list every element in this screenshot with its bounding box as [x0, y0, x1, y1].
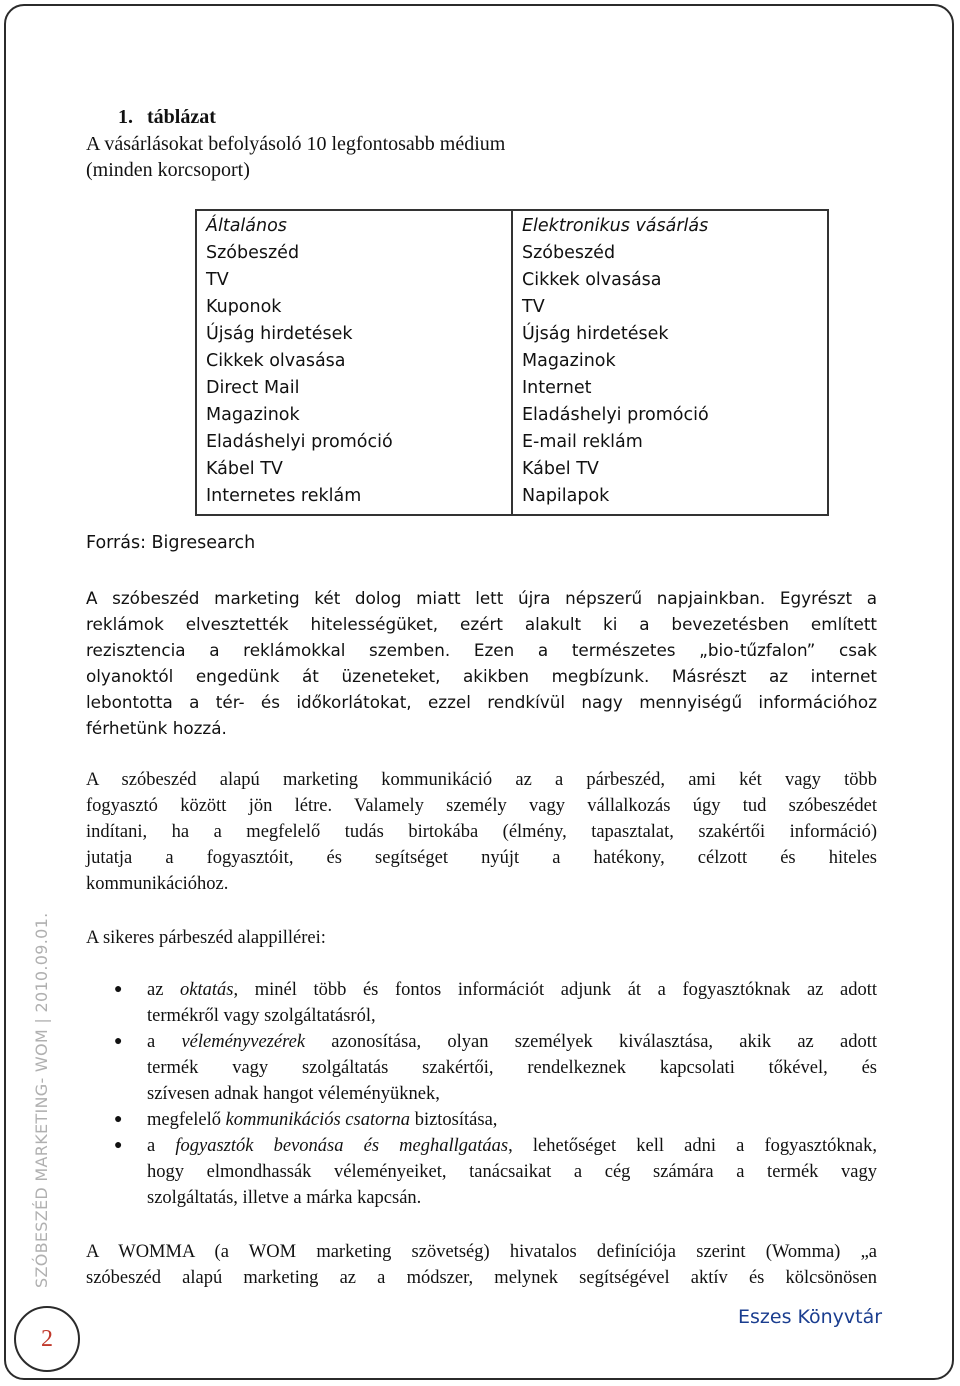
column-header: Általános — [206, 216, 287, 236]
text-line: a véleményvezérek azonosítása, olyan személyek kiválasztása, akik az adott — [147, 1032, 877, 1052]
text-line: reklámok elvesztették hitelességüket, ezért alakult ki a bevezetésben említett — [86, 614, 877, 634]
text-line: A WOMMA (a WOM marketing szövetség) hivatalos definíciója szerint (Womma) „a — [86, 1242, 877, 1262]
text-line: jutatja a fogyasztóit, és segítséget nyújt a hatékony, célzott és hiteles — [86, 848, 877, 868]
list-item — [86, 1029, 877, 1107]
list-item — [86, 1107, 877, 1133]
pillars-intro — [86, 925, 877, 951]
table-cell: Szóbeszéd — [522, 243, 616, 263]
table-caption-sub: (minden korcsoport) — [86, 159, 250, 181]
bullet-icon: ● — [114, 1112, 123, 1127]
column-general — [196, 210, 512, 515]
table-title — [118, 104, 216, 130]
table-cell: Internet — [522, 378, 592, 398]
text-line: indítani, ha a megfelelő tudás birtokába (élmény, tapasztalat, szakértői információ) — [86, 822, 877, 842]
source-note: Forrás: Bigresearch — [86, 533, 256, 553]
paragraph-2 — [86, 767, 877, 897]
table-cell: Kábel TV — [522, 459, 599, 479]
text-line: szolgáltatás, illetve a márka kapcsán. — [147, 1188, 422, 1208]
table-caption: A vásárlásokat befolyásoló 10 legfontosabb médium — [86, 133, 506, 155]
media-table — [195, 209, 829, 516]
sidebar-running-title: SZÓBESZÉD MARKETING- WOM | 2010.09.01. — [32, 912, 51, 1288]
table-cell: Újság hirdetések — [206, 324, 353, 344]
bullet-icon: ● — [114, 1034, 123, 1049]
table-cell: Cikkek olvasása — [206, 351, 346, 371]
footer-library: Eszes Könyvtár — [738, 1306, 883, 1328]
text-line: fogyasztó között jön létre. Valamely személy vagy vállalkozás úgy tud szóbeszédet — [86, 796, 877, 816]
text-line: lebontotta a tér- és időkorlátokat, ezzel rendkívül nagy mennyiségű információhoz — [86, 692, 877, 712]
table-cell: Magazinok — [206, 405, 300, 425]
column-electronic — [512, 210, 828, 515]
text-line: termékről vagy szolgáltatásról, — [147, 1006, 376, 1026]
table-cell: Kábel TV — [206, 459, 283, 479]
bullet-icon: ● — [114, 1138, 123, 1153]
page-number: 2 — [14, 1306, 80, 1372]
list-item — [86, 1133, 877, 1211]
text-line: a fogyasztók bevonása és meghallgatáas, lehetőséget kell adni a fogyasztóknak, — [147, 1136, 877, 1156]
text-line: A szóbeszéd marketing két dolog miatt lett újra népszerű napjainkban. Egyrészt a — [86, 588, 877, 608]
text-line: szívesen adnak hangot véleményüknek, — [147, 1084, 440, 1104]
table-cell: Magazinok — [522, 351, 616, 371]
text-line: rezisztencia a reklámokkal szemben. Ezen a természetes „bio-tűzfalon” csak — [86, 640, 877, 660]
table-row — [196, 210, 828, 515]
column-header: Elektronikus vásárlás — [522, 216, 709, 236]
text-line: kommunikációhoz. — [86, 874, 229, 894]
table-cell: E-mail reklám — [522, 432, 643, 452]
list-item — [86, 977, 877, 1029]
table-cell: Újság hirdetések — [522, 324, 669, 344]
text-line: A szóbeszéd alapú marketing kommunikáció az a párbeszéd, ami két vagy több — [86, 770, 877, 790]
emphasis: fogyasztók bevonása és meghallgatáas — [175, 1136, 509, 1156]
table-cell: Szóbeszéd — [206, 243, 300, 263]
table-cell: Cikkek olvasása — [522, 270, 662, 290]
table-cell: TV — [522, 297, 545, 317]
emphasis: véleményvezérek — [181, 1032, 306, 1052]
emphasis: oktatás — [180, 980, 234, 1000]
paragraph-1 — [86, 585, 877, 741]
text-line: A sikeres párbeszéd alappillérei: — [86, 928, 326, 948]
pillars-list — [86, 977, 877, 1211]
table-cell: Eladáshelyi promóció — [522, 405, 709, 425]
text-line: megfelelő kommunikációs csatorna biztosítása, — [147, 1110, 498, 1130]
table-cell: Internetes reklám — [206, 486, 362, 506]
text-line: olyanoktól engedünk át üzeneteket, akikben megbízunk. Másrészt az internet — [86, 666, 877, 686]
table-cell: Direct Mail — [206, 378, 300, 398]
text-line: termék vagy szolgáltatás szakértői, rendelkeznek kapcsolati tőkével, és — [147, 1058, 877, 1078]
table-cell: Napilapok — [522, 486, 610, 506]
text-line: az oktatás, minél több és fontos információt adjunk át a fogyasztóknak az adott — [147, 980, 877, 1000]
bullet-icon: ● — [114, 982, 123, 997]
table-title-text: táblázat — [147, 106, 216, 128]
table-cell: Eladáshelyi promóció — [206, 432, 393, 452]
text-line: szóbeszéd alapú marketing az a módszer, melynek segítségével aktív és kölcsönösen — [86, 1268, 877, 1288]
paragraph-3 — [86, 1239, 877, 1291]
text-line: hogy elmondhassák véleményeiket, tanácsaikat a cég számára a termék vagy — [147, 1162, 877, 1182]
emphasis: kommunikációs csatorna — [225, 1110, 411, 1130]
table-cell: TV — [206, 270, 229, 290]
table-cell: Kuponok — [206, 297, 282, 317]
text-line: férhetünk hozzá. — [86, 718, 227, 738]
table-number: 1. — [118, 106, 133, 128]
